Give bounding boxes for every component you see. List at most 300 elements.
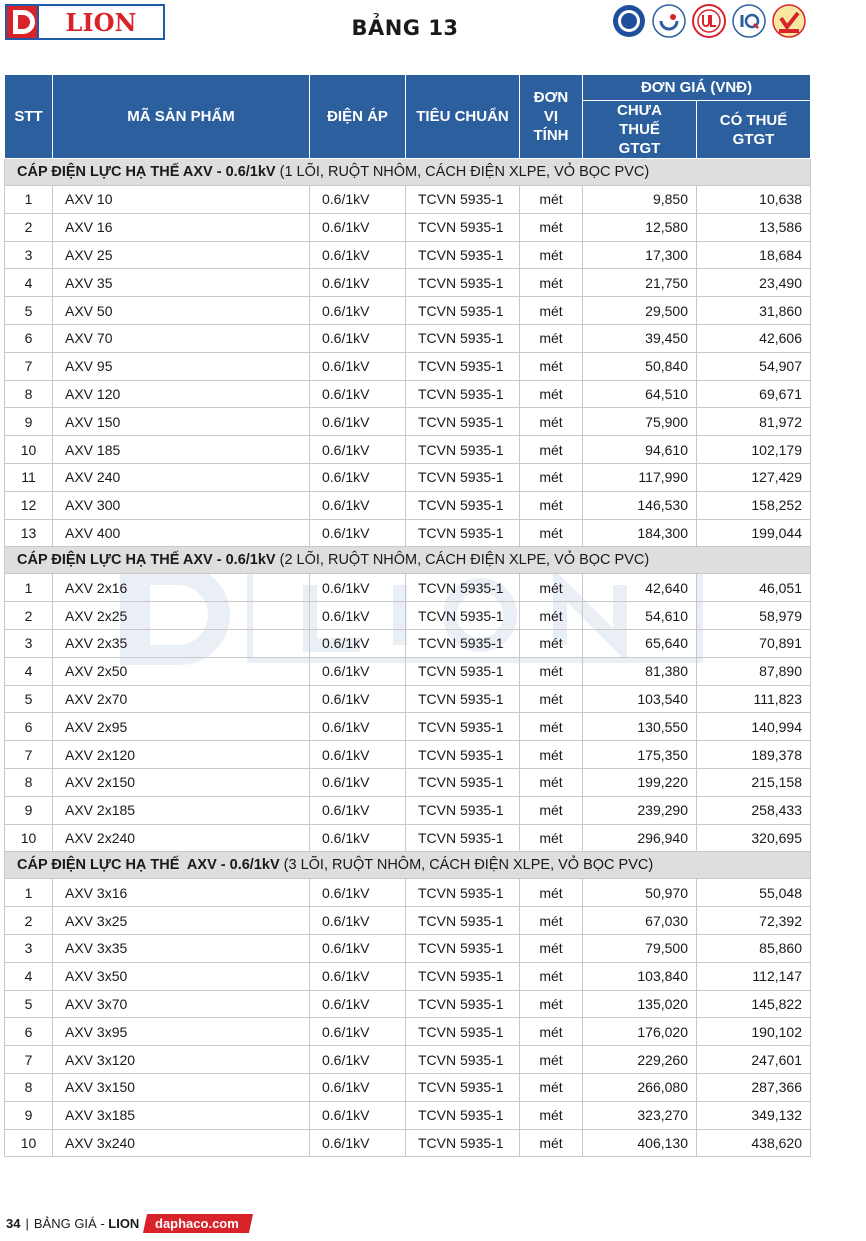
row-price-ex-vat: 50,840 <box>583 352 697 380</box>
row-unit: mét <box>520 186 583 214</box>
row-standard: TCVN 5935-1 <box>406 962 520 990</box>
row-voltage: 0.6/1kV <box>310 297 406 325</box>
row-standard: TCVN 5935-1 <box>406 768 520 796</box>
row-product-code: AXV 35 <box>53 269 310 297</box>
col-price-inc-vat-header: CÓ THUẾ GTGT <box>697 101 811 159</box>
row-unit: mét <box>520 602 583 630</box>
row-voltage: 0.6/1kV <box>310 269 406 297</box>
row-stt: 9 <box>5 796 53 824</box>
row-unit: mét <box>520 907 583 935</box>
logo-text: LION <box>65 8 137 37</box>
row-stt: 5 <box>5 990 53 1018</box>
row-unit: mét <box>520 269 583 297</box>
section-title <box>5 547 811 574</box>
row-standard: TCVN 5935-1 <box>406 436 520 464</box>
table-row <box>5 463 811 491</box>
row-product-code: AXV 2x16 <box>53 574 310 602</box>
row-price-ex-vat: 103,540 <box>583 685 697 713</box>
row-voltage: 0.6/1kV <box>310 352 406 380</box>
row-unit: mét <box>520 324 583 352</box>
row-voltage: 0.6/1kV <box>310 1018 406 1046</box>
row-price-inc-vat: 81,972 <box>697 408 811 436</box>
row-voltage: 0.6/1kV <box>310 907 406 935</box>
row-stt: 2 <box>5 213 53 241</box>
row-product-code: AXV 2x50 <box>53 657 310 685</box>
row-price-ex-vat: 103,840 <box>583 962 697 990</box>
row-price-inc-vat: 55,048 <box>697 879 811 907</box>
row-unit: mét <box>520 380 583 408</box>
row-stt: 10 <box>5 824 53 852</box>
row-product-code: AXV 400 <box>53 519 310 547</box>
row-price-inc-vat: 102,179 <box>697 436 811 464</box>
row-product-code: AXV 240 <box>53 463 310 491</box>
row-unit: mét <box>520 519 583 547</box>
row-price-inc-vat: 158,252 <box>697 491 811 519</box>
row-voltage: 0.6/1kV <box>310 741 406 769</box>
row-voltage: 0.6/1kV <box>310 213 406 241</box>
row-price-inc-vat: 111,823 <box>697 685 811 713</box>
row-product-code: AXV 2x70 <box>53 685 310 713</box>
row-stt: 11 <box>5 463 53 491</box>
table-row <box>5 796 811 824</box>
row-price-inc-vat: 199,044 <box>697 519 811 547</box>
row-stt: 6 <box>5 324 53 352</box>
row-product-code: AXV 70 <box>53 324 310 352</box>
row-unit: mét <box>520 408 583 436</box>
table-row <box>5 491 811 519</box>
price-table <box>4 74 811 1157</box>
row-price-ex-vat: 184,300 <box>583 519 697 547</box>
section-title-bold: CÁP ĐIỆN LỰC HẠ THẾ AXV - 0.6/1kV <box>17 552 276 569</box>
table-row <box>5 408 811 436</box>
row-standard: TCVN 5935-1 <box>406 352 520 380</box>
row-product-code: AXV 3x50 <box>53 962 310 990</box>
row-price-ex-vat: 296,940 <box>583 824 697 852</box>
table-row <box>5 629 811 657</box>
row-price-inc-vat: 54,907 <box>697 352 811 380</box>
row-unit: mét <box>520 1073 583 1101</box>
row-price-ex-vat: 146,530 <box>583 491 697 519</box>
table-row <box>5 324 811 352</box>
section-title-detail: (3 LÕI, RUỘT NHÔM, CÁCH ĐIỆN XLPE, VỎ BỌC PVC) <box>279 857 654 874</box>
row-standard: TCVN 5935-1 <box>406 297 520 325</box>
row-unit: mét <box>520 1129 583 1157</box>
row-price-ex-vat: 130,550 <box>583 713 697 741</box>
row-voltage: 0.6/1kV <box>310 990 406 1018</box>
row-standard: TCVN 5935-1 <box>406 629 520 657</box>
row-price-inc-vat: 140,994 <box>697 713 811 741</box>
row-voltage: 0.6/1kV <box>310 241 406 269</box>
row-voltage: 0.6/1kV <box>310 962 406 990</box>
row-stt: 2 <box>5 907 53 935</box>
table-row <box>5 824 811 852</box>
row-price-inc-vat: 127,429 <box>697 463 811 491</box>
row-voltage: 0.6/1kV <box>310 463 406 491</box>
row-price-inc-vat: 13,586 <box>697 213 811 241</box>
table-row <box>5 352 811 380</box>
row-standard: TCVN 5935-1 <box>406 685 520 713</box>
row-price-inc-vat: 31,860 <box>697 297 811 325</box>
row-standard: TCVN 5935-1 <box>406 1046 520 1074</box>
row-stt: 8 <box>5 380 53 408</box>
row-product-code: AXV 120 <box>53 380 310 408</box>
row-unit: mét <box>520 796 583 824</box>
row-price-inc-vat: 189,378 <box>697 741 811 769</box>
table-row <box>5 1018 811 1046</box>
row-price-inc-vat: 18,684 <box>697 241 811 269</box>
section-header <box>5 852 811 879</box>
row-price-inc-vat: 70,891 <box>697 629 811 657</box>
row-product-code: AXV 2x185 <box>53 796 310 824</box>
table-row <box>5 1129 811 1157</box>
row-price-ex-vat: 239,290 <box>583 796 697 824</box>
jas-anz-cert-icon <box>652 4 686 38</box>
col-price-group-header: ĐƠN GIÁ (VNĐ) <box>583 75 811 101</box>
table-row <box>5 241 811 269</box>
col-voltage-header: ĐIỆN ÁP <box>310 75 406 159</box>
page-title: BẢNG 13 <box>351 16 459 40</box>
row-unit: mét <box>520 934 583 962</box>
row-stt: 3 <box>5 241 53 269</box>
table-row <box>5 990 811 1018</box>
row-price-ex-vat: 323,270 <box>583 1101 697 1129</box>
row-voltage: 0.6/1kV <box>310 879 406 907</box>
footer-brand: LION <box>108 1215 140 1231</box>
row-voltage: 0.6/1kV <box>310 629 406 657</box>
row-price-ex-vat: 135,020 <box>583 990 697 1018</box>
row-standard: TCVN 5935-1 <box>406 213 520 241</box>
row-voltage: 0.6/1kV <box>310 324 406 352</box>
table-row <box>5 574 811 602</box>
footer-separator: | <box>25 1215 29 1231</box>
row-standard: TCVN 5935-1 <box>406 796 520 824</box>
table-row <box>5 519 811 547</box>
table-row <box>5 380 811 408</box>
row-standard: TCVN 5935-1 <box>406 824 520 852</box>
table-row <box>5 269 811 297</box>
row-stt: 9 <box>5 408 53 436</box>
row-standard: TCVN 5935-1 <box>406 241 520 269</box>
row-standard: TCVN 5935-1 <box>406 602 520 630</box>
row-stt: 9 <box>5 1101 53 1129</box>
row-unit: mét <box>520 685 583 713</box>
table-row <box>5 741 811 769</box>
row-price-ex-vat: 81,380 <box>583 657 697 685</box>
row-price-ex-vat: 39,450 <box>583 324 697 352</box>
row-unit: mét <box>520 241 583 269</box>
row-standard: TCVN 5935-1 <box>406 741 520 769</box>
row-unit: mét <box>520 1018 583 1046</box>
row-product-code: AXV 2x150 <box>53 768 310 796</box>
row-unit: mét <box>520 629 583 657</box>
row-voltage: 0.6/1kV <box>310 519 406 547</box>
section-title-bold: CÁP ĐIỆN LỰC HẠ THẾ AXV - 0.6/1kV <box>17 857 280 874</box>
row-voltage: 0.6/1kV <box>310 1073 406 1101</box>
section-title-detail: (1 LÕI, RUỘT NHÔM, CÁCH ĐIỆN XLPE, VỎ BỌC PVC) <box>275 164 650 180</box>
row-standard: TCVN 5935-1 <box>406 519 520 547</box>
table-row <box>5 186 811 214</box>
row-stt: 2 <box>5 602 53 630</box>
row-stt: 4 <box>5 657 53 685</box>
table-row <box>5 934 811 962</box>
table-row <box>5 713 811 741</box>
row-standard: TCVN 5935-1 <box>406 1018 520 1046</box>
row-product-code: AXV 3x35 <box>53 934 310 962</box>
row-stt: 10 <box>5 436 53 464</box>
table-row <box>5 1073 811 1101</box>
page-footer <box>6 1212 251 1234</box>
row-price-ex-vat: 94,610 <box>583 436 697 464</box>
row-standard: TCVN 5935-1 <box>406 990 520 1018</box>
row-unit: mét <box>520 962 583 990</box>
row-price-ex-vat: 67,030 <box>583 907 697 935</box>
row-stt: 4 <box>5 269 53 297</box>
row-stt: 5 <box>5 685 53 713</box>
row-product-code: AXV 50 <box>53 297 310 325</box>
row-stt: 3 <box>5 934 53 962</box>
col-code-header: MÃ SẢN PHẨM <box>53 75 310 159</box>
row-product-code: AXV 185 <box>53 436 310 464</box>
row-unit: mét <box>520 879 583 907</box>
row-product-code: AXV 25 <box>53 241 310 269</box>
row-voltage: 0.6/1kV <box>310 824 406 852</box>
row-standard: TCVN 5935-1 <box>406 463 520 491</box>
row-standard: TCVN 5935-1 <box>406 1101 520 1129</box>
row-price-inc-vat: 10,638 <box>697 186 811 214</box>
table-row <box>5 685 811 713</box>
row-voltage: 0.6/1kV <box>310 1046 406 1074</box>
row-price-ex-vat: 50,970 <box>583 879 697 907</box>
row-voltage: 0.6/1kV <box>310 574 406 602</box>
table-row <box>5 436 811 464</box>
row-price-inc-vat: 58,979 <box>697 602 811 630</box>
row-product-code: AXV 2x240 <box>53 824 310 852</box>
section-header <box>5 547 811 574</box>
section-header <box>5 159 811 186</box>
row-unit: mét <box>520 1101 583 1129</box>
row-standard: TCVN 5935-1 <box>406 879 520 907</box>
row-stt: 13 <box>5 519 53 547</box>
row-product-code: AXV 3x70 <box>53 990 310 1018</box>
row-product-code: AXV 2x120 <box>53 741 310 769</box>
row-voltage: 0.6/1kV <box>310 408 406 436</box>
row-standard: TCVN 5935-1 <box>406 324 520 352</box>
row-voltage: 0.6/1kV <box>310 768 406 796</box>
row-voltage: 0.6/1kV <box>310 602 406 630</box>
row-unit: mét <box>520 713 583 741</box>
row-voltage: 0.6/1kV <box>310 713 406 741</box>
row-voltage: 0.6/1kV <box>310 380 406 408</box>
row-standard: TCVN 5935-1 <box>406 907 520 935</box>
row-unit: mét <box>520 768 583 796</box>
row-price-inc-vat: 87,890 <box>697 657 811 685</box>
row-stt: 1 <box>5 574 53 602</box>
row-product-code: AXV 3x120 <box>53 1046 310 1074</box>
row-voltage: 0.6/1kV <box>310 657 406 685</box>
row-price-ex-vat: 229,260 <box>583 1046 697 1074</box>
row-price-inc-vat: 215,158 <box>697 768 811 796</box>
row-price-ex-vat: 65,640 <box>583 629 697 657</box>
row-unit: mét <box>520 1046 583 1074</box>
table-row <box>5 768 811 796</box>
row-price-inc-vat: 320,695 <box>697 824 811 852</box>
row-voltage: 0.6/1kV <box>310 934 406 962</box>
row-price-inc-vat: 438,620 <box>697 1129 811 1157</box>
section-title <box>5 852 811 879</box>
row-price-ex-vat: 21,750 <box>583 269 697 297</box>
row-price-ex-vat: 199,220 <box>583 768 697 796</box>
iq-cert-icon <box>732 4 766 38</box>
section-title-bold: CÁP ĐIỆN LỰC HẠ THẾ AXV - 0.6/1kV <box>17 164 276 180</box>
row-standard: TCVN 5935-1 <box>406 657 520 685</box>
row-price-ex-vat: 54,610 <box>583 602 697 630</box>
row-stt: 6 <box>5 713 53 741</box>
col-standard-header: TIÊU CHUẨN <box>406 75 520 159</box>
row-stt: 12 <box>5 491 53 519</box>
row-price-inc-vat: 145,822 <box>697 990 811 1018</box>
row-standard: TCVN 5935-1 <box>406 269 520 297</box>
row-standard: TCVN 5935-1 <box>406 1073 520 1101</box>
page-number: 34 <box>6 1215 21 1231</box>
row-stt: 6 <box>5 1018 53 1046</box>
website-link[interactable]: daphaco.com <box>143 1214 253 1233</box>
row-stt: 7 <box>5 352 53 380</box>
row-price-inc-vat: 247,601 <box>697 1046 811 1074</box>
row-price-inc-vat: 287,366 <box>697 1073 811 1101</box>
row-stt: 4 <box>5 962 53 990</box>
table-row <box>5 962 811 990</box>
row-unit: mét <box>520 990 583 1018</box>
row-standard: TCVN 5935-1 <box>406 1129 520 1157</box>
row-standard: TCVN 5935-1 <box>406 408 520 436</box>
row-price-ex-vat: 29,500 <box>583 297 697 325</box>
row-unit: mét <box>520 436 583 464</box>
row-price-ex-vat: 75,900 <box>583 408 697 436</box>
row-product-code: AXV 10 <box>53 186 310 214</box>
row-standard: TCVN 5935-1 <box>406 380 520 408</box>
row-standard: TCVN 5935-1 <box>406 491 520 519</box>
row-unit: mét <box>520 463 583 491</box>
row-price-ex-vat: 64,510 <box>583 380 697 408</box>
row-product-code: AXV 3x185 <box>53 1101 310 1129</box>
row-price-inc-vat: 69,671 <box>697 380 811 408</box>
col-stt-header: STT <box>5 75 53 159</box>
table-row <box>5 879 811 907</box>
row-product-code: AXV 2x35 <box>53 629 310 657</box>
row-stt: 1 <box>5 879 53 907</box>
row-product-code: AXV 2x95 <box>53 713 310 741</box>
row-product-code: AXV 3x240 <box>53 1129 310 1157</box>
row-voltage: 0.6/1kV <box>310 685 406 713</box>
row-standard: TCVN 5935-1 <box>406 186 520 214</box>
row-price-inc-vat: 112,147 <box>697 962 811 990</box>
table-row <box>5 907 811 935</box>
row-product-code: AXV 16 <box>53 213 310 241</box>
row-unit: mét <box>520 213 583 241</box>
row-voltage: 0.6/1kV <box>310 1101 406 1129</box>
row-product-code: AXV 95 <box>53 352 310 380</box>
table-row <box>5 1101 811 1129</box>
row-price-ex-vat: 175,350 <box>583 741 697 769</box>
col-price-ex-vat-header: CHƯA THUẾ GTGT <box>583 101 697 159</box>
row-product-code: AXV 2x25 <box>53 602 310 630</box>
row-price-ex-vat: 406,130 <box>583 1129 697 1157</box>
row-voltage: 0.6/1kV <box>310 436 406 464</box>
row-unit: mét <box>520 297 583 325</box>
footer-label: BẢNG GIÁ - <box>33 1215 109 1231</box>
row-stt: 8 <box>5 768 53 796</box>
row-price-ex-vat: 42,640 <box>583 574 697 602</box>
row-price-ex-vat: 117,990 <box>583 463 697 491</box>
row-unit: mét <box>520 574 583 602</box>
row-voltage: 0.6/1kV <box>310 491 406 519</box>
row-stt: 5 <box>5 297 53 325</box>
row-price-inc-vat: 72,392 <box>697 907 811 935</box>
row-product-code: AXV 3x16 <box>53 879 310 907</box>
row-stt: 3 <box>5 629 53 657</box>
price-table-body <box>5 159 811 1157</box>
row-product-code: AXV 3x95 <box>53 1018 310 1046</box>
table-row <box>5 602 811 630</box>
row-unit: mét <box>520 824 583 852</box>
table-row <box>5 1046 811 1074</box>
ul-cert-icon <box>692 4 726 38</box>
row-unit: mét <box>520 741 583 769</box>
tuv-cert-icon <box>612 4 646 38</box>
section-title <box>5 159 811 186</box>
row-price-ex-vat: 9,850 <box>583 186 697 214</box>
row-stt: 8 <box>5 1073 53 1101</box>
row-price-inc-vat: 258,433 <box>697 796 811 824</box>
row-product-code: AXV 150 <box>53 408 310 436</box>
certification-badges <box>612 4 806 38</box>
row-stt: 7 <box>5 741 53 769</box>
table-row <box>5 213 811 241</box>
row-voltage: 0.6/1kV <box>310 796 406 824</box>
row-price-inc-vat: 349,132 <box>697 1101 811 1129</box>
row-unit: mét <box>520 491 583 519</box>
row-product-code: AXV 3x25 <box>53 907 310 935</box>
row-price-inc-vat: 46,051 <box>697 574 811 602</box>
table-row <box>5 657 811 685</box>
row-stt: 10 <box>5 1129 53 1157</box>
section-title-detail: (2 LÕI, RUỘT NHÔM, CÁCH ĐIỆN XLPE, VỎ BỌC PVC) <box>275 552 650 569</box>
row-price-inc-vat: 23,490 <box>697 269 811 297</box>
row-voltage: 0.6/1kV <box>310 186 406 214</box>
row-standard: TCVN 5935-1 <box>406 574 520 602</box>
vietnam-quality-cert-icon <box>772 4 806 38</box>
row-price-ex-vat: 79,500 <box>583 934 697 962</box>
row-price-ex-vat: 12,580 <box>583 213 697 241</box>
table-row <box>5 297 811 325</box>
row-price-inc-vat: 85,860 <box>697 934 811 962</box>
row-stt: 7 <box>5 1046 53 1074</box>
row-product-code: AXV 300 <box>53 491 310 519</box>
row-price-ex-vat: 176,020 <box>583 1018 697 1046</box>
row-standard: TCVN 5935-1 <box>406 713 520 741</box>
row-price-inc-vat: 190,102 <box>697 1018 811 1046</box>
row-unit: mét <box>520 657 583 685</box>
row-stt: 1 <box>5 186 53 214</box>
col-unit-header: ĐƠN VỊ TÍNH <box>520 75 583 159</box>
row-price-inc-vat: 42,606 <box>697 324 811 352</box>
row-product-code: AXV 3x150 <box>53 1073 310 1101</box>
row-price-ex-vat: 17,300 <box>583 241 697 269</box>
row-standard: TCVN 5935-1 <box>406 934 520 962</box>
row-voltage: 0.6/1kV <box>310 1129 406 1157</box>
row-price-ex-vat: 266,080 <box>583 1073 697 1101</box>
row-unit: mét <box>520 352 583 380</box>
